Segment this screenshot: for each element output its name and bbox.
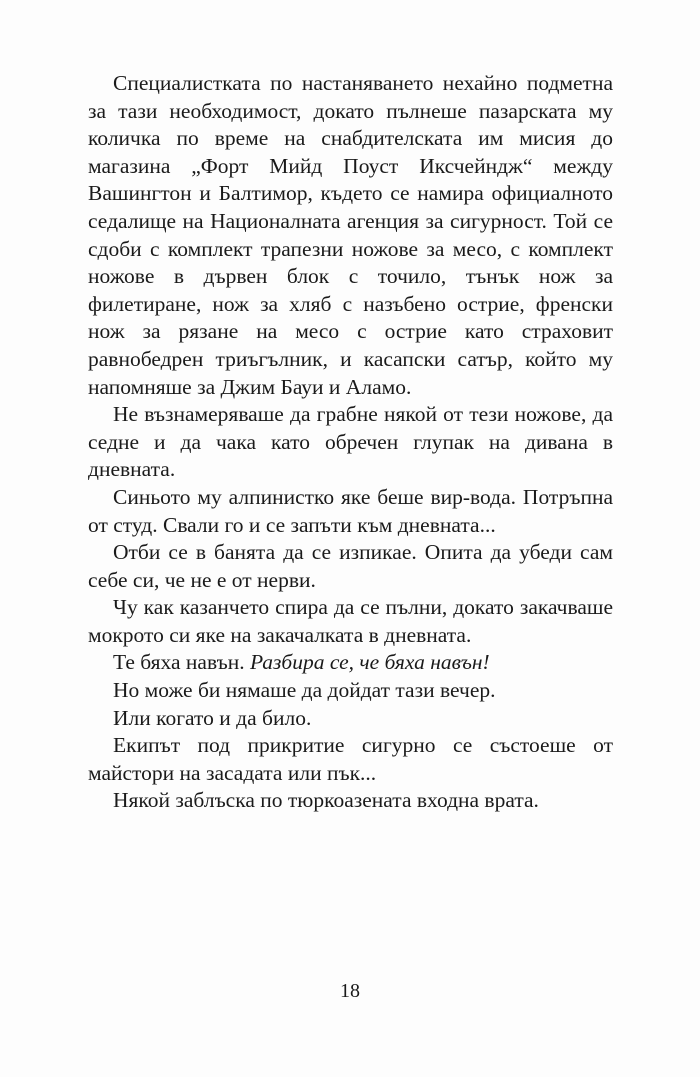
paragraph-10: Някой заблъска по тюркоазената входна врата. <box>113 788 539 813</box>
paragraph-3: Синьото му алпинистко яке беше вир-вода. Потръпна от студ. Свали го и се запъти към дневната... <box>88 484 613 537</box>
paragraph-6-italic: Разбира се, че бяха навън! <box>249 650 490 675</box>
paragraph-9: Екипът под прикритие сигурно се състоеше от майстори на засадата или пък... <box>88 733 613 785</box>
paragraph-6 <box>88 649 613 677</box>
page-number: 18 <box>340 980 360 1002</box>
paragraph-5: Чу как казанчето спира да се пълни, докато закачваше мокрото си яке на закачалката в дневната. <box>88 595 613 647</box>
paragraph-4: Отби се в банята да се изпикае. Опита да убеди сам себе си, че не е от нерви. <box>88 540 613 592</box>
paragraph-6-text: Те бяха навън. <box>113 650 250 675</box>
paragraph-1: Специалистката по настаняването нехайно подметна за тази необходимост, докато пълнеше пазарската му количка по време на снабдителската им мисия до магазина „Форт Мийд Поуст Иксчейндж“ между Вашингтон и Балтимор, където се намира официалното седалище на Националната агенция за сигурност. Той се сдоби с комплект трапезни ножове за месо, с комплект ножове в дървен блок с точило, тънък нож за филетиране, нож за хляб с назъбено острие, френски нож за рязане на месо с острие като страховит равнобедрен триъгълник, и касапски сатър, който му напомняше за Джим Бауи и Аламо. <box>88 71 613 399</box>
body-text <box>88 70 613 815</box>
paragraph-8: Или когато и да било. <box>113 705 312 730</box>
paragraph-2: Не възнамеряваше да грабне някой от тези ножове, да седне и да чака като обречен глупак на дивана в дневната. <box>88 402 613 482</box>
paragraph-7: Но може би нямаше да дойдат тази вечер. <box>113 678 496 703</box>
